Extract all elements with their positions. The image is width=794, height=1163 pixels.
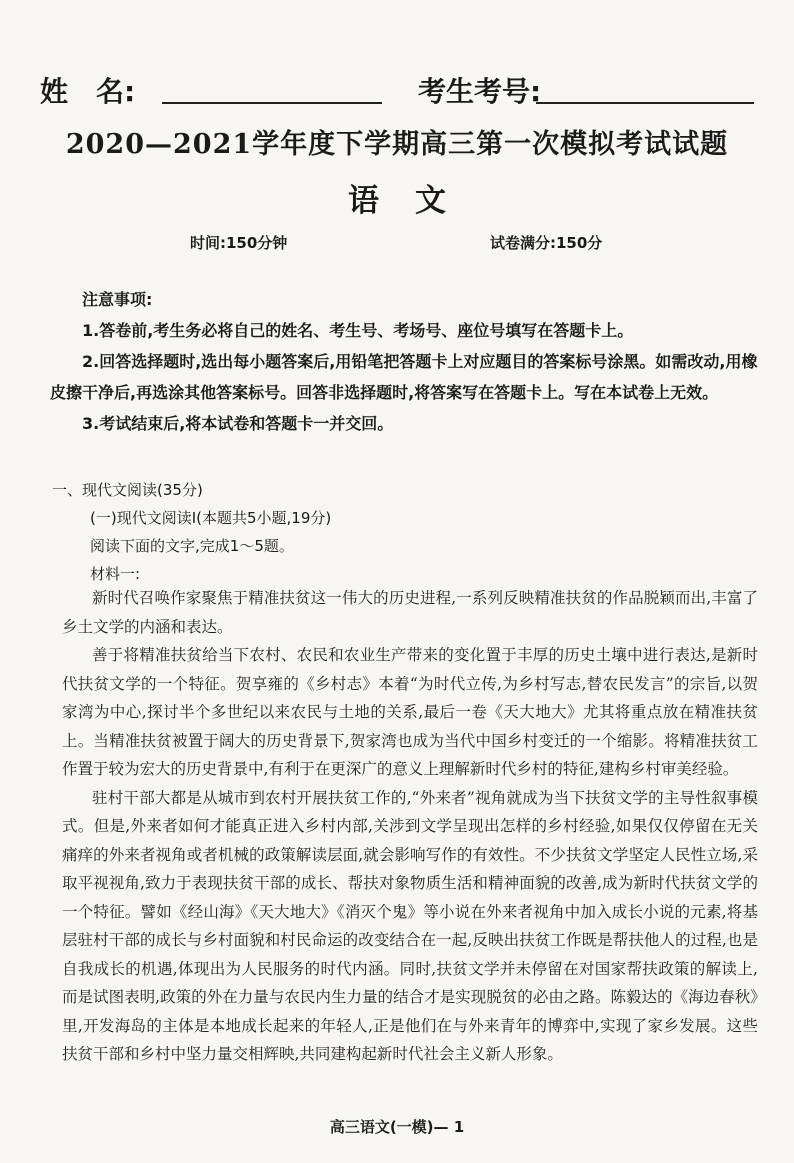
notice-block	[50, 284, 765, 439]
material-text	[62, 584, 758, 1069]
paragraph: 善于将精准扶贫给当下农村、农民和农业生产带来的变化置于丰厚的历史土壤中进行表达,是新时代扶贫文学的一个特征。贺享雍的《乡村志》本着“为时代立传,为乡村写志,替农民发言”的宗旨,以贺家湾为中心,探讨半个多世纪以来农民与土地的关系,最后一卷《天大地大》尤其将重点放在精准扶贫上。当精准扶贫被置于阔大的历史背景下,贺家湾也成为当代中国乡村变迁的一个缩影。将精准扶贫工作置于较为宏大的历史背景中,有利于在更深广的意义上理解新时代乡村的特征,建构乡村审美经验。	[62, 646, 758, 778]
time-info: 时间:150分钟	[190, 234, 288, 252]
paragraph: 驻村干部大都是从城市到农村开展扶贫工作的,“外来者”视角就成为当下扶贫文学的主导性叙事模式。但是,外来者如何才能真正进入乡村内部,关涉到文学呈现出怎样的乡村经验,如果仅仅停留在无关痛痒的外来者视角或者机械的政策解读层面,就会影响写作的有效性。不少扶贫文学坚定人民性立场,采取平视视角,致力于表现扶贫干部的成长、帮扶对象物质生活和精神面貌的改善,成为新时代扶贫文学的一个特征。譬如《经山海》《天大地大》《消灭个鬼》等小说在外来者视角中加入成长小说的元素,将基层驻村干部的成长与乡村面貌和村民命运的改变结合在一起,反映出扶贫工作既是帮扶他人的过程,也是自我成长的机遇,体现出为人民服务的时代内涵。同时,扶贫文学并未停留在对国家帮扶政策的解读上,而是试图表明,政策的外在力量与农民内生力量的结合才是实现脱贫的必由之路。陈毅达的《海边春秋》里,开发海岛的主体是本地成长起来的年轻人,正是他们在与外来青年的博弈中,实现了家乡发展。这些扶贫干部和乡村中坚力量交相辉映,共同建构起新时代社会主义新人形象。	[62, 788, 758, 1063]
name-label: 姓 名:	[40, 75, 136, 108]
score-info: 试卷满分:150分	[490, 234, 603, 252]
candidate-info-row	[40, 70, 760, 110]
paragraph: 新时代召唤作家聚焦于精准扶贫这一伟大的历史进程,一系列反映精准扶贫的作品脱颖而出,丰富了乡土文学的内涵和表达。	[62, 589, 758, 636]
page-footer: 高三语文(一模)— 1	[329, 1118, 465, 1136]
notice-item: 3.考试结束后,将本试卷和答题卡一并交回。	[82, 414, 394, 433]
notice-item: 1.答卷前,考生务必将自己的姓名、考生号、考场号、座位号填写在答题卡上。	[82, 321, 634, 340]
material-label: 材料一:	[90, 565, 141, 583]
exam-title: 2020—2021学年度下学期高三第一次模拟考试试题	[65, 129, 729, 160]
instruction: 阅读下面的文字,完成1～5题。	[90, 537, 294, 555]
notice-item: 2.回答选择题时,选出每小题答案后,用铅笔把答题卡上对应题目的答案标号涂黑。如需改动,用橡皮擦干净后,再选涂其他答案标号。回答非选择题时,将答案写在答题卡上。写在本试卷上无效。	[50, 352, 758, 402]
part-title: 一、现代文阅读(35分)	[52, 481, 203, 499]
name-blank[interactable]	[162, 102, 382, 104]
sub-title: (一)现代文阅读Ⅰ(本题共5小题,19分)	[90, 509, 332, 527]
notice-heading: 注意事项:	[82, 290, 153, 309]
candidate-id-blank[interactable]	[536, 102, 754, 104]
reading-section-header	[52, 476, 767, 588]
subject-title: 语文	[348, 183, 482, 219]
candidate-id-label: 考生考号:	[418, 75, 542, 108]
